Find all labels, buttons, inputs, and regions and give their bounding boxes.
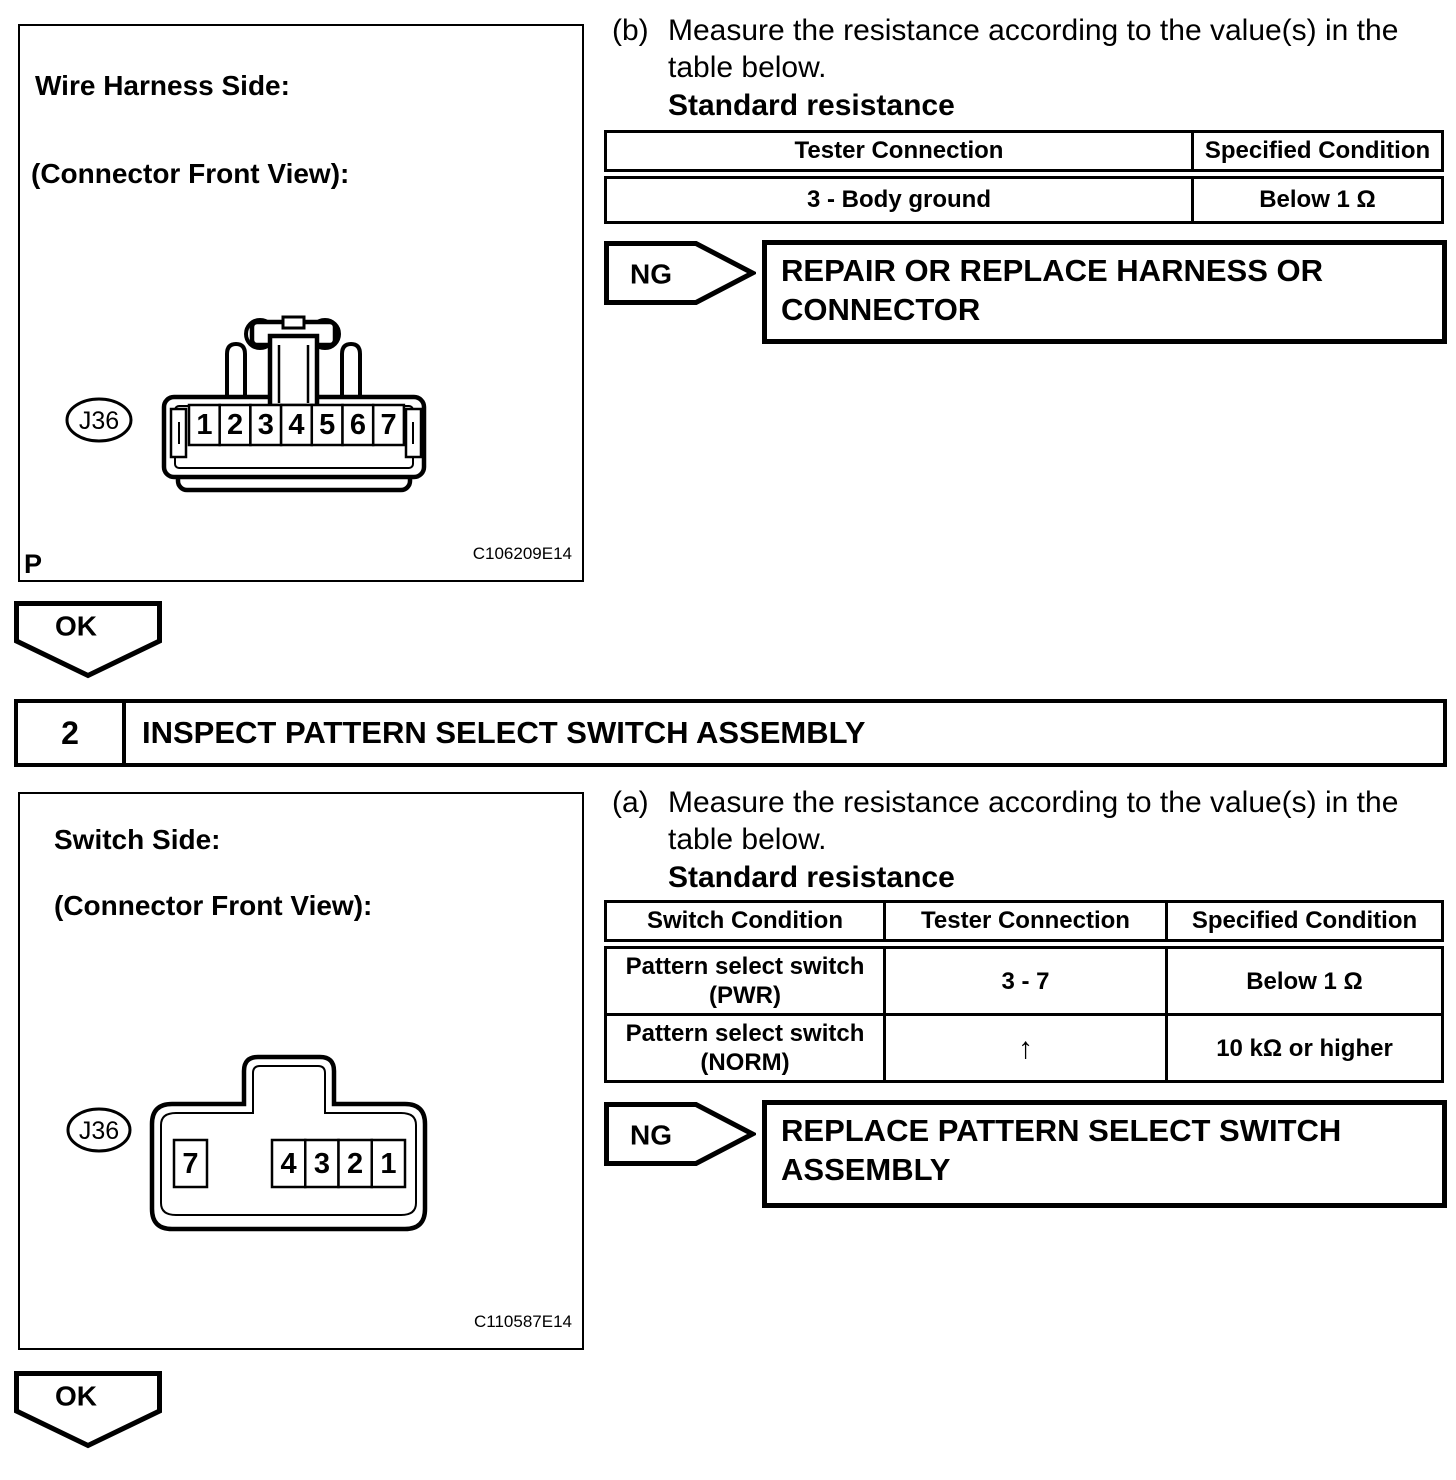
- figure-code: C106209E14: [472, 544, 572, 563]
- figure-title: Switch Side:: [54, 824, 221, 855]
- pin-number: 2: [227, 409, 244, 441]
- pin-number: 4: [280, 1148, 297, 1180]
- step-title: INSPECT PATTERN SELECT SWITCH ASSEMBLY: [142, 715, 866, 750]
- resistance-table-b: [604, 130, 1444, 224]
- pin-number: 2: [347, 1148, 364, 1180]
- figure-title: Wire Harness Side:: [35, 70, 290, 101]
- ok-label: OK: [55, 1380, 97, 1412]
- same-as-above-arrow: ↑: [885, 1015, 1167, 1082]
- pin-number: 1: [380, 1148, 397, 1180]
- specified-condition-cell: Below 1 Ω: [1193, 174, 1443, 223]
- column-header: Tester Connection: [606, 132, 1193, 175]
- connector-id-label: J36: [78, 1117, 120, 1145]
- column-header: Tester Connection: [885, 902, 1167, 945]
- latch-notch: [283, 317, 304, 328]
- connector-diagram-switch-side: [20, 794, 582, 1348]
- pin-number: 4: [288, 409, 305, 441]
- specified-condition-cell: Below 1 Ω: [1167, 944, 1443, 1015]
- pin-number: 1: [196, 409, 213, 441]
- tester-connection-cell: 3 - 7: [885, 944, 1167, 1015]
- ng-arrow: [604, 1102, 756, 1166]
- step-number: 2: [18, 703, 126, 763]
- pin-number: 3: [257, 409, 274, 441]
- table-row: [606, 174, 1443, 223]
- pin-number: 5: [319, 409, 336, 441]
- figure-wire-harness-side: [18, 24, 584, 582]
- pin-number: 3: [313, 1148, 330, 1180]
- ng-label: NG: [630, 258, 672, 290]
- instruction-section-b: [612, 12, 1446, 124]
- action-box: REPLACE PATTERN SELECT SWITCH ASSEMBLY: [762, 1100, 1447, 1208]
- pin-number: 7: [182, 1148, 199, 1180]
- standard-resistance-heading: Standard resistance: [668, 89, 955, 122]
- ok-arrow: [14, 601, 162, 679]
- switch-condition-cell: Pattern select switch (PWR): [606, 944, 885, 1015]
- ng-arrow: [604, 241, 756, 305]
- pin-number: 6: [349, 409, 366, 441]
- figure-subtitle: (Connector Front View):: [54, 890, 373, 921]
- step-letter: (b): [612, 14, 649, 47]
- tester-connection-cell: 3 - Body ground: [606, 174, 1193, 223]
- standard-resistance-heading: Standard resistance: [668, 861, 955, 894]
- connector-prong-left: [227, 344, 245, 400]
- instruction-text: Measure the resistance according to the value(s) in the table below.: [668, 14, 1399, 84]
- figure-code: C110587E14: [474, 1312, 572, 1331]
- column-header: Specified Condition: [1193, 132, 1443, 175]
- instruction-section-a: [612, 784, 1446, 896]
- connector-diagram-wire-harness: [20, 26, 582, 580]
- page-corner-letter: P: [24, 549, 43, 579]
- specified-condition-cell: 10 kΩ or higher: [1167, 1015, 1443, 1082]
- column-header: Switch Condition: [606, 902, 885, 945]
- table-row: [606, 944, 1443, 1015]
- figure-switch-side: [18, 792, 584, 1350]
- pin-number: 7: [380, 409, 397, 441]
- connector-id-label: J36: [78, 407, 120, 435]
- ng-label: NG: [630, 1119, 672, 1151]
- instruction-text: Measure the resistance according to the value(s) in the table below.: [668, 786, 1399, 856]
- step-letter: (a): [612, 786, 649, 819]
- switch-condition-cell: Pattern select switch (NORM): [606, 1015, 885, 1082]
- ok-arrow: [14, 1371, 162, 1449]
- latch-tower: [270, 336, 317, 406]
- action-box: REPAIR OR REPLACE HARNESS OR CONNECTOR: [762, 240, 1447, 344]
- step-header: [14, 699, 1447, 767]
- table-row: [606, 1015, 1443, 1082]
- figure-subtitle: (Connector Front View):: [31, 158, 350, 189]
- connector-prong-right: [342, 344, 360, 400]
- ok-label: OK: [55, 610, 97, 642]
- resistance-table-a: [604, 900, 1444, 1083]
- column-header: Specified Condition: [1167, 902, 1443, 945]
